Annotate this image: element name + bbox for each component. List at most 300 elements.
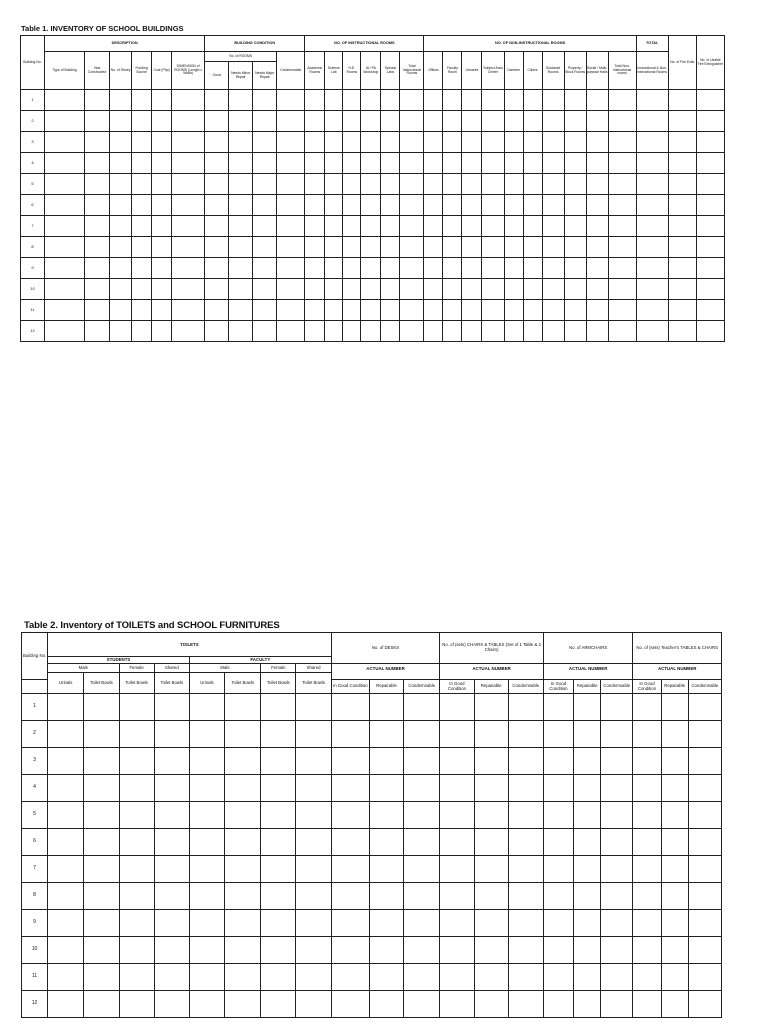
table-cell <box>564 237 586 258</box>
table-cell <box>381 300 400 321</box>
table-cell <box>633 937 661 964</box>
table-cell <box>688 748 721 775</box>
table-cell <box>636 279 668 300</box>
table-cell <box>523 321 542 342</box>
table-cell <box>154 910 189 937</box>
table-cell <box>229 153 253 174</box>
table-cell <box>225 694 261 721</box>
table-cell <box>440 910 474 937</box>
table-cell <box>172 321 205 342</box>
table-cell <box>443 300 462 321</box>
table-cell <box>443 90 462 111</box>
table-cell <box>474 991 508 1018</box>
table-cell <box>542 132 564 153</box>
table-cell <box>661 856 688 883</box>
table-cell <box>152 216 172 237</box>
table-cell <box>586 132 608 153</box>
building-condition-header: BUILDING CONDITION <box>205 36 305 52</box>
table-cell <box>172 300 205 321</box>
table-cell <box>277 174 305 195</box>
table-cell <box>119 856 154 883</box>
building-number: 1 <box>22 694 48 721</box>
table-cell <box>225 991 261 1018</box>
table-cell <box>331 937 369 964</box>
table-cell <box>189 694 224 721</box>
table-cell <box>119 883 154 910</box>
table-cell <box>154 802 189 829</box>
table-cell <box>668 90 696 111</box>
table-cell <box>305 111 325 132</box>
table-cell <box>400 195 424 216</box>
table-cell <box>636 90 668 111</box>
table-cell <box>542 321 564 342</box>
table-cell <box>404 937 440 964</box>
table-cell <box>343 153 361 174</box>
table-cell <box>636 195 668 216</box>
table-cell <box>119 937 154 964</box>
table-cell <box>601 721 633 748</box>
fire-exits-header: No. of Fire Exits <box>668 36 696 90</box>
table-cell <box>119 910 154 937</box>
table-cell <box>381 237 400 258</box>
table-cell <box>152 90 172 111</box>
faculty-female-header: Female <box>261 664 296 673</box>
table-cell <box>574 910 601 937</box>
table-cell <box>688 775 721 802</box>
table-cell <box>331 829 369 856</box>
table-cell <box>305 174 325 195</box>
table-cell <box>361 174 381 195</box>
table-cell <box>668 279 696 300</box>
table-cell <box>668 258 696 279</box>
table-cell <box>225 910 261 937</box>
table-cell <box>85 279 110 300</box>
table-cell <box>443 195 462 216</box>
table-cell <box>400 90 424 111</box>
table-cell <box>381 111 400 132</box>
table-cell <box>225 964 261 991</box>
table-cell <box>482 321 504 342</box>
table-cell <box>440 775 474 802</box>
table-cell <box>424 90 443 111</box>
instructional-rooms-header: NO. OF INSTRUCTIONAL ROOMS <box>305 36 424 52</box>
table-cell <box>305 153 325 174</box>
instructional-col: H.E. Rooms <box>343 52 361 90</box>
repairable-col: Repairable <box>574 680 601 694</box>
table-cell <box>85 216 110 237</box>
table-cell <box>172 216 205 237</box>
table-cell <box>482 216 504 237</box>
table-cell <box>400 174 424 195</box>
table1-body <box>21 90 725 342</box>
table-cell <box>608 174 636 195</box>
building-number: 10 <box>21 279 45 300</box>
table-cell <box>48 964 84 991</box>
table-cell <box>668 216 696 237</box>
table-cell <box>84 829 119 856</box>
table-cell <box>543 802 573 829</box>
table-cell <box>688 991 721 1018</box>
building-number: 10 <box>22 937 48 964</box>
table-cell <box>504 258 523 279</box>
students-male-header: Male <box>48 664 119 673</box>
table-cell <box>369 748 403 775</box>
table-cell <box>424 279 443 300</box>
description-col: Cost (Php) <box>152 52 172 90</box>
table-row <box>21 321 725 342</box>
table-cell <box>325 258 343 279</box>
instructional-col: Total Instructional Rooms <box>400 52 424 90</box>
table-cell <box>601 937 633 964</box>
table-cell <box>668 153 696 174</box>
table-cell <box>84 910 119 937</box>
table-cell <box>523 216 542 237</box>
building-number: 3 <box>22 748 48 775</box>
table-cell <box>189 856 224 883</box>
table-cell <box>45 216 85 237</box>
table-cell <box>586 237 608 258</box>
table-cell <box>343 216 361 237</box>
table-cell <box>404 694 440 721</box>
table-cell <box>574 856 601 883</box>
good-condition-col: In Good Condition <box>543 680 573 694</box>
table-cell <box>48 721 84 748</box>
repairable-col: Repairable <box>369 680 403 694</box>
table-cell <box>172 153 205 174</box>
table-cell <box>574 991 601 1018</box>
table-cell <box>189 991 224 1018</box>
table-cell <box>504 111 523 132</box>
table-cell <box>668 300 696 321</box>
table-cell <box>482 279 504 300</box>
table-cell <box>110 132 132 153</box>
table-cell <box>261 802 296 829</box>
table-cell <box>564 111 586 132</box>
teacher-tables-header: No. of (sets) Teacher's TABLES & CHAIRS <box>633 633 722 664</box>
table-cell <box>633 883 661 910</box>
table-cell <box>564 174 586 195</box>
table-cell <box>189 748 224 775</box>
table-cell <box>296 802 331 829</box>
condemnable-col: Condemnable <box>404 680 440 694</box>
table-cell <box>440 802 474 829</box>
table-cell <box>504 279 523 300</box>
table-cell <box>205 216 229 237</box>
table-cell <box>443 174 462 195</box>
table-cell <box>696 300 724 321</box>
table-cell <box>369 937 403 964</box>
table-cell <box>443 258 462 279</box>
table-cell <box>440 748 474 775</box>
table-cell <box>474 802 508 829</box>
table-cell <box>633 802 661 829</box>
table-cell <box>601 748 633 775</box>
table-cell <box>574 802 601 829</box>
building-number: 11 <box>22 964 48 991</box>
faculty-shared-header: Shared <box>296 664 331 673</box>
table-cell <box>225 937 261 964</box>
table-cell <box>608 216 636 237</box>
table-cell <box>424 237 443 258</box>
table-cell <box>608 111 636 132</box>
table-cell <box>586 216 608 237</box>
table-row <box>21 216 725 237</box>
table-cell <box>277 132 305 153</box>
table-cell <box>325 174 343 195</box>
table-cell <box>154 856 189 883</box>
table-cell <box>261 856 296 883</box>
table-cell <box>462 300 482 321</box>
table-cell <box>189 964 224 991</box>
table-cell <box>132 300 152 321</box>
table-cell <box>110 195 132 216</box>
table-cell <box>119 802 154 829</box>
table-row <box>22 694 722 721</box>
table-cell <box>84 802 119 829</box>
table-cell <box>229 90 253 111</box>
table-cell <box>132 216 152 237</box>
table-cell <box>132 132 152 153</box>
table-cell <box>229 174 253 195</box>
table-cell <box>253 90 277 111</box>
table-cell <box>361 237 381 258</box>
table-cell <box>85 321 110 342</box>
table1-title: Table 1. INVENTORY OF SCHOOL BUILDINGS <box>21 24 184 33</box>
table-cell <box>633 964 661 991</box>
table-cell <box>331 991 369 1018</box>
condition-col: Condemnable <box>277 52 305 90</box>
table-cell <box>508 883 543 910</box>
table-cell <box>343 279 361 300</box>
table-cell <box>296 964 331 991</box>
table-cell <box>474 829 508 856</box>
table-cell <box>261 883 296 910</box>
table-cell <box>110 111 132 132</box>
description-col: Year Constructed <box>85 52 110 90</box>
table-cell <box>172 111 205 132</box>
table-cell <box>688 883 721 910</box>
toilet-bowls-col: Toilet Bowls <box>261 673 296 694</box>
table-cell <box>305 321 325 342</box>
table-cell <box>261 694 296 721</box>
table-cell <box>586 279 608 300</box>
table-cell <box>152 195 172 216</box>
table-cell <box>154 937 189 964</box>
table-cell <box>331 883 369 910</box>
table-cell <box>253 237 277 258</box>
toilets-header: TOILETS <box>48 633 332 657</box>
table-cell <box>48 910 84 937</box>
table-cell <box>325 195 343 216</box>
description-col: Type of Building <box>45 52 85 90</box>
table-cell <box>369 775 403 802</box>
table-cell <box>424 132 443 153</box>
table-cell <box>225 775 261 802</box>
table-cell <box>325 321 343 342</box>
table-cell <box>152 258 172 279</box>
table-cell <box>608 258 636 279</box>
table-cell <box>424 321 443 342</box>
table-cell <box>381 174 400 195</box>
table-row <box>21 174 725 195</box>
table-cell <box>305 237 325 258</box>
table-cell <box>424 195 443 216</box>
table-cell <box>361 111 381 132</box>
table2-body <box>22 694 722 1018</box>
good-condition-col: In Good Condition <box>440 680 474 694</box>
table-cell <box>474 748 508 775</box>
faculty-header: FACULTY <box>189 657 331 664</box>
table-cell <box>229 258 253 279</box>
table-cell <box>369 802 403 829</box>
table-cell <box>688 964 721 991</box>
table-cell <box>361 132 381 153</box>
table-cell <box>119 748 154 775</box>
table-cell <box>400 132 424 153</box>
table-cell <box>542 90 564 111</box>
table-cell <box>85 195 110 216</box>
table-cell <box>508 991 543 1018</box>
table-row <box>22 775 722 802</box>
table-cell <box>381 216 400 237</box>
table-cell <box>636 153 668 174</box>
table-cell <box>325 300 343 321</box>
table-cell <box>523 237 542 258</box>
table-cell <box>424 258 443 279</box>
table-cell <box>343 258 361 279</box>
table-cell <box>48 748 84 775</box>
table-row <box>22 964 722 991</box>
table-cell <box>508 964 543 991</box>
table-cell <box>542 300 564 321</box>
table-cell <box>443 279 462 300</box>
table-cell <box>400 279 424 300</box>
table-cell <box>586 153 608 174</box>
table-cell <box>564 321 586 342</box>
building-number: 11 <box>21 300 45 321</box>
total-header: TOTAL <box>636 36 668 52</box>
table-cell <box>542 216 564 237</box>
students-female-header: Female <box>119 664 154 673</box>
table-cell <box>253 111 277 132</box>
table-cell <box>154 991 189 1018</box>
table-cell <box>85 258 110 279</box>
table-cell <box>381 279 400 300</box>
table-cell <box>381 258 400 279</box>
table-cell <box>523 153 542 174</box>
desks-header: No. of DESKS <box>331 633 440 664</box>
table-cell <box>633 856 661 883</box>
table-cell <box>84 964 119 991</box>
building-number: 7 <box>22 856 48 883</box>
table-cell <box>253 174 277 195</box>
table-cell <box>253 216 277 237</box>
table-row <box>21 132 725 153</box>
table-cell <box>45 111 85 132</box>
table-cell <box>172 132 205 153</box>
table-cell <box>482 195 504 216</box>
chairs-tables-header: No. of (sets) CHAIRS & TABLES (Set of 1 Table & 2 Chairs) <box>440 633 544 664</box>
table-cell <box>400 300 424 321</box>
table-cell <box>305 132 325 153</box>
table-cell <box>132 153 152 174</box>
table-cell <box>261 937 296 964</box>
table-cell <box>661 910 688 937</box>
table-cell <box>110 174 132 195</box>
table-cell <box>261 829 296 856</box>
table-cell <box>110 90 132 111</box>
table-cell <box>504 153 523 174</box>
table-cell <box>462 321 482 342</box>
table-cell <box>343 174 361 195</box>
table-cell <box>45 279 85 300</box>
table-cell <box>668 321 696 342</box>
table-cell <box>574 775 601 802</box>
table-cell <box>253 300 277 321</box>
table-cell <box>361 90 381 111</box>
table-cell <box>225 883 261 910</box>
table-cell <box>325 279 343 300</box>
table-cell <box>504 216 523 237</box>
table-cell <box>608 195 636 216</box>
table-cell <box>696 153 724 174</box>
table-cell <box>508 775 543 802</box>
table-cell <box>696 111 724 132</box>
table-row <box>22 802 722 829</box>
table-cell <box>48 829 84 856</box>
table-cell <box>523 258 542 279</box>
table-cell <box>381 153 400 174</box>
table-cell <box>462 90 482 111</box>
table-cell <box>84 748 119 775</box>
table-cell <box>523 195 542 216</box>
table-row <box>22 721 722 748</box>
table-cell <box>574 829 601 856</box>
table-cell <box>154 748 189 775</box>
table-cell <box>424 300 443 321</box>
table-cell <box>369 721 403 748</box>
table-cell <box>261 991 296 1018</box>
table-cell <box>696 195 724 216</box>
table-row <box>21 111 725 132</box>
table-cell <box>586 90 608 111</box>
table-cell <box>543 856 573 883</box>
repairable-col: Repairable <box>661 680 688 694</box>
table-row <box>22 991 722 1018</box>
table-cell <box>508 856 543 883</box>
table-row <box>21 195 725 216</box>
table-cell <box>601 802 633 829</box>
table-cell <box>440 937 474 964</box>
condition-col: Good <box>205 62 229 90</box>
table-cell <box>172 279 205 300</box>
table-cell <box>331 721 369 748</box>
table-cell <box>110 216 132 237</box>
urinals-col: Urinals <box>48 673 84 694</box>
description-col: Funding Source <box>132 52 152 90</box>
table-cell <box>400 258 424 279</box>
table-cell <box>229 216 253 237</box>
table-cell <box>586 174 608 195</box>
condemnable-col: Condemnable <box>508 680 543 694</box>
good-condition-col: In Good Condition <box>331 680 369 694</box>
table-cell <box>331 910 369 937</box>
table-cell <box>277 258 305 279</box>
table-cell <box>110 279 132 300</box>
table-cell <box>462 153 482 174</box>
table-cell <box>277 237 305 258</box>
table-cell <box>508 694 543 721</box>
